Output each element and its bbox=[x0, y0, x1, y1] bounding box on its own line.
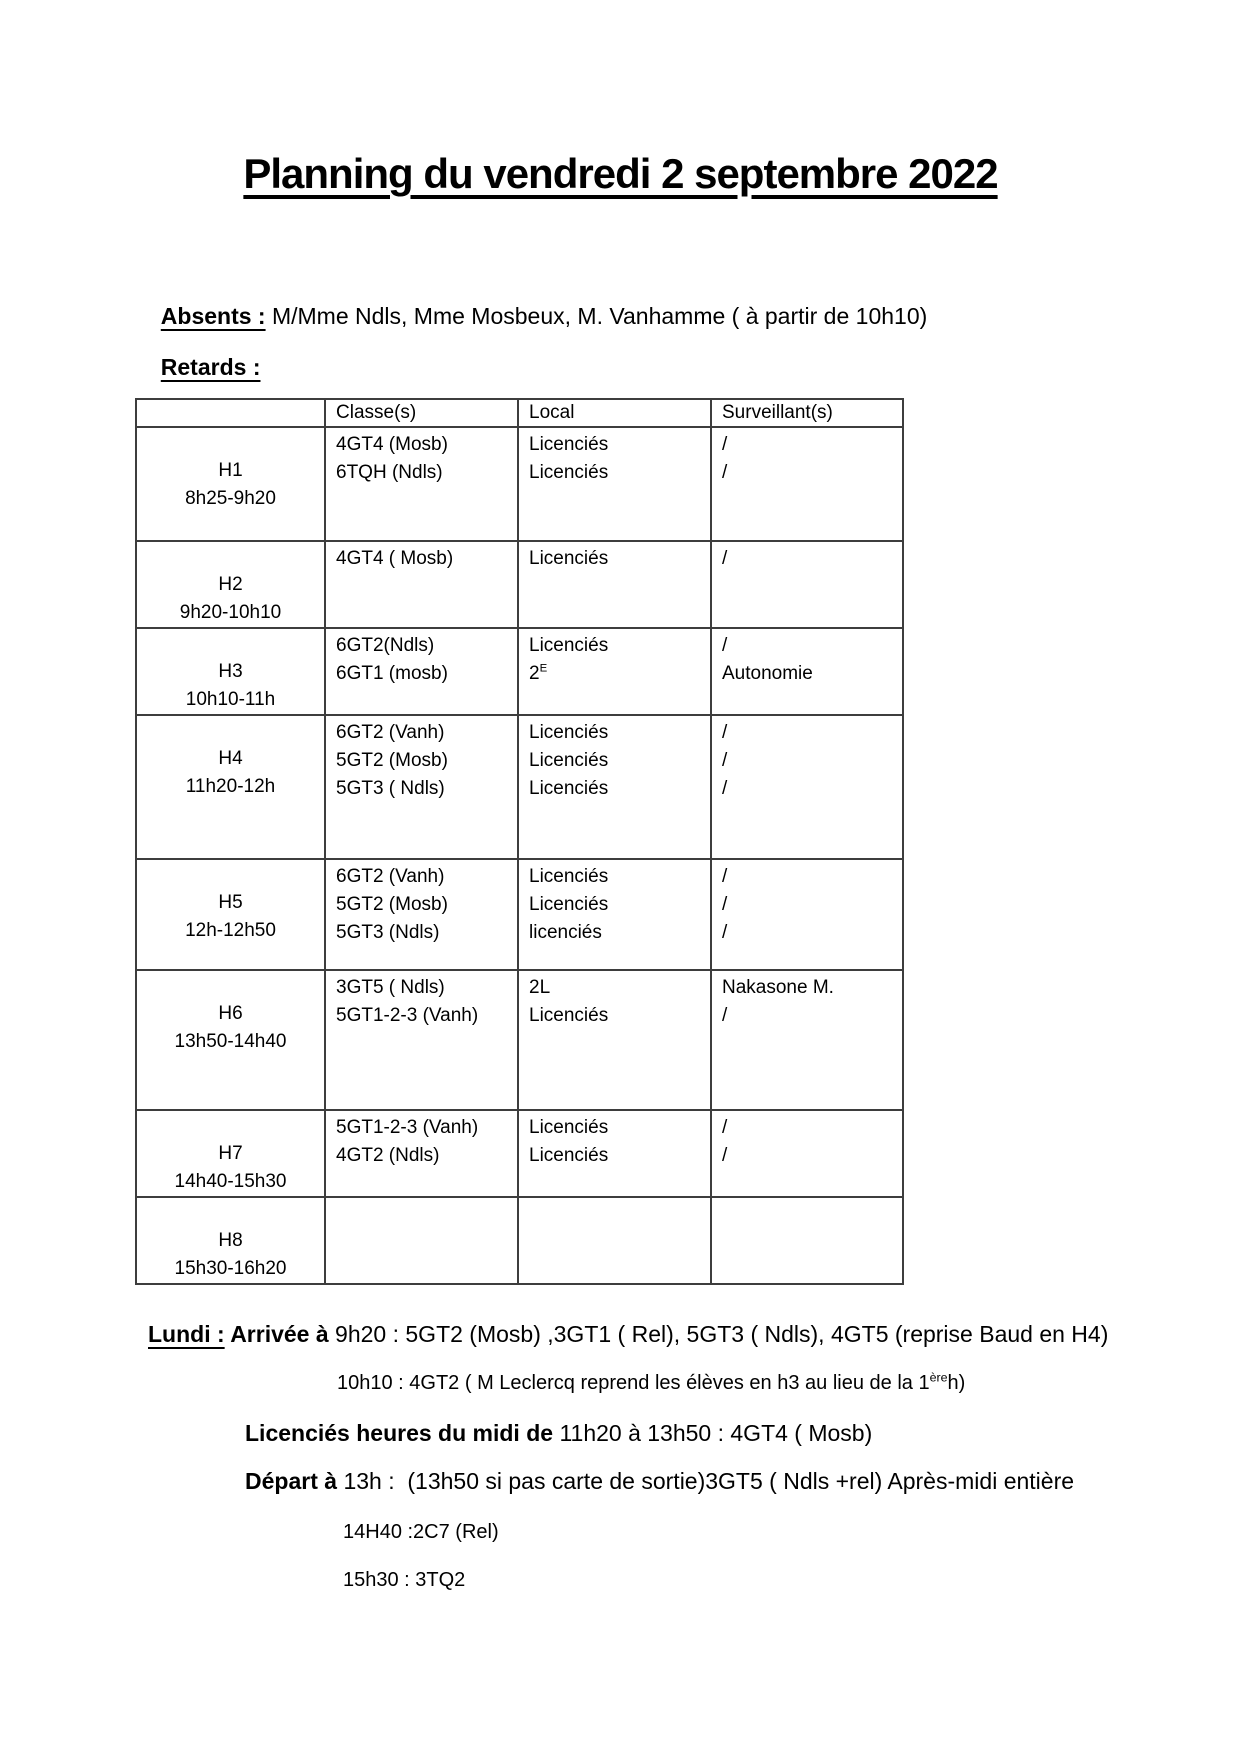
hour-label: H6 bbox=[218, 1003, 243, 1024]
cell-classes-h8 bbox=[325, 1197, 518, 1284]
class-line: 3GT5 ( Ndls) bbox=[336, 977, 445, 998]
surveillant-line: / bbox=[722, 462, 728, 483]
cell-hour-h5 bbox=[136, 859, 325, 970]
class-line: 4GT4 ( Mosb) bbox=[336, 548, 454, 569]
cell-local-h3 bbox=[518, 628, 711, 715]
table-row-h4 bbox=[136, 715, 903, 859]
class-line: 6GT1 (mosb) bbox=[336, 663, 448, 684]
note-segment: 13h : (13h50 si pas carte de sortie)3GT5 ( Ndls +rel) Après-midi entière bbox=[343, 1468, 1075, 1494]
table-row-h8 bbox=[136, 1197, 903, 1284]
cell-classes-h3 bbox=[325, 628, 518, 715]
surveillant-line: / bbox=[722, 635, 728, 656]
note-line-3 bbox=[245, 1420, 872, 1448]
note-segment: 9h20 : 5GT2 (Mosb) ,3GT1 ( Rel), 5GT3 ( Ndls), 4GT5 (reprise Baud en H4) bbox=[335, 1321, 1109, 1347]
cell-local-h8 bbox=[518, 1197, 711, 1284]
note-line-6 bbox=[343, 1568, 465, 1592]
local-line: Licenciés bbox=[529, 750, 609, 771]
cell-hour-h6 bbox=[136, 970, 325, 1110]
local-line: Licenciés bbox=[529, 1117, 609, 1138]
cell-surveillants-h1 bbox=[711, 427, 903, 541]
table-header-row bbox=[136, 399, 903, 427]
cell-surveillants-h7 bbox=[711, 1110, 903, 1197]
page-title: Planning du vendredi 2 septembre 2022 bbox=[243, 150, 998, 197]
local-line: Licenciés bbox=[529, 866, 609, 887]
surveillant-line: Nakasone M. bbox=[722, 977, 834, 998]
cell-local-h6 bbox=[518, 970, 711, 1110]
local-line: Licenciés bbox=[529, 1145, 609, 1166]
cell-hour-h3 bbox=[136, 628, 325, 715]
hour-label: H8 bbox=[218, 1230, 243, 1251]
class-line: 4GT4 (Mosb) bbox=[336, 434, 448, 455]
cell-classes-h2 bbox=[325, 541, 518, 628]
header-cell-classes: Classe(s) bbox=[325, 399, 518, 427]
class-line: 6GT2(Ndls) bbox=[336, 635, 435, 656]
hour-label: H5 bbox=[218, 892, 243, 913]
class-line: 5GT1-2-3 (Vanh) bbox=[336, 1117, 479, 1138]
surveillant-line: / bbox=[722, 1005, 728, 1026]
hour-time-range: 13h50-14h40 bbox=[174, 1031, 287, 1052]
hour-label: H1 bbox=[218, 460, 243, 481]
note-line-1 bbox=[148, 1321, 1108, 1349]
hour-time-range: 10h10-11h bbox=[185, 689, 276, 710]
local-line: licenciés bbox=[529, 922, 602, 943]
header-cell-hour bbox=[136, 399, 325, 427]
surveillant-line: / bbox=[722, 1145, 728, 1166]
cell-surveillants-h2 bbox=[711, 541, 903, 628]
hour-time-range: 15h30-16h20 bbox=[174, 1258, 287, 1279]
cell-surveillants-h6 bbox=[711, 970, 903, 1110]
hour-time-range: 14h40-15h30 bbox=[174, 1171, 287, 1192]
cell-local-h1 bbox=[518, 427, 711, 541]
cell-classes-h4 bbox=[325, 715, 518, 859]
class-line: 6TQH (Ndls) bbox=[336, 462, 443, 483]
cell-classes-h6 bbox=[325, 970, 518, 1110]
cell-classes-h7 bbox=[325, 1110, 518, 1197]
local-line: Licenciés bbox=[529, 778, 609, 799]
cell-local-h5 bbox=[518, 859, 711, 970]
table-row-h7 bbox=[136, 1110, 903, 1197]
table-row-h5 bbox=[136, 859, 903, 970]
local-line: Licenciés bbox=[529, 722, 609, 743]
note-segment: Lundi : bbox=[148, 1321, 225, 1347]
table-row-h3 bbox=[136, 628, 903, 715]
header-cell-surveillants: Surveillant(s) bbox=[711, 399, 903, 427]
local-line-superscript: E bbox=[539, 662, 548, 675]
local-line: $2^E$ bbox=[529, 662, 548, 684]
surveillant-line: / bbox=[722, 434, 728, 455]
local-line: Licenciés bbox=[529, 894, 609, 915]
surveillant-line: / bbox=[722, 866, 728, 887]
hour-time-range: 12h-12h50 bbox=[185, 920, 276, 941]
local-line: Licenciés bbox=[529, 434, 609, 455]
note-segment: 11h20 à 13h50 : 4GT4 ( Mosb) bbox=[559, 1420, 873, 1446]
surveillant-line: / bbox=[722, 1117, 728, 1138]
planning-table bbox=[135, 398, 904, 1285]
note-segment: Licenciés heures du midi de bbox=[245, 1420, 560, 1446]
cell-classes-h1 bbox=[325, 427, 518, 541]
surveillant-line: / bbox=[722, 722, 728, 743]
note-line-2 bbox=[337, 1371, 965, 1395]
note-segment: 14H40 :2C7 (Rel) bbox=[343, 1521, 499, 1543]
class-line: 4GT2 (Ndls) bbox=[336, 1145, 440, 1166]
cell-surveillants-h8 bbox=[711, 1197, 903, 1284]
header-cell-local: Local bbox=[518, 399, 711, 427]
note-segment: Départ à bbox=[245, 1468, 344, 1494]
class-line: 6GT2 (Vanh) bbox=[336, 866, 445, 887]
cell-local-h7 bbox=[518, 1110, 711, 1197]
cell-hour-h4 bbox=[136, 715, 325, 859]
cell-surveillants-h3 bbox=[711, 628, 903, 715]
note-segment: Arrivée à bbox=[230, 1321, 336, 1347]
cell-hour-h2 bbox=[136, 541, 325, 628]
cell-surveillants-h4 bbox=[711, 715, 903, 859]
note-segment: h) bbox=[947, 1372, 966, 1394]
hour-time-range: 8h25-9h20 bbox=[185, 488, 276, 509]
note-line-5 bbox=[343, 1520, 499, 1544]
surveillant-line: / bbox=[722, 548, 728, 569]
absents-label: Absents : bbox=[160, 302, 266, 329]
class-line: 5GT3 (Ndls) bbox=[336, 922, 440, 943]
note-segment: ère bbox=[929, 1370, 948, 1385]
hour-label: H7 bbox=[218, 1143, 243, 1164]
table-row-h1 bbox=[136, 427, 903, 541]
retards-line bbox=[148, 326, 260, 381]
class-line: 5GT1-2-3 (Vanh) bbox=[336, 1005, 479, 1026]
cell-hour-h1 bbox=[136, 427, 325, 541]
note-line-4 bbox=[245, 1468, 1074, 1496]
cell-local-h2 bbox=[518, 541, 711, 628]
table-row-h6 bbox=[136, 970, 903, 1110]
surveillant-line: / bbox=[722, 894, 728, 915]
cell-hour-h7 bbox=[136, 1110, 325, 1197]
surveillant-line: Autonomie bbox=[722, 663, 813, 684]
surveillant-line: / bbox=[722, 778, 728, 799]
absents-text: M/Mme Ndls, Mme Mosbeux, M. Vanhamme ( à partir de 10h10) bbox=[265, 302, 928, 329]
planning-table-body bbox=[136, 399, 903, 1284]
cell-surveillants-h5 bbox=[711, 859, 903, 970]
hour-label: H2 bbox=[218, 574, 243, 595]
cell-hour-h8 bbox=[136, 1197, 325, 1284]
class-line: 6GT2 (Vanh) bbox=[336, 722, 445, 743]
local-line: 2L bbox=[529, 977, 551, 998]
table-row-h2 bbox=[136, 541, 903, 628]
cell-classes-h5 bbox=[325, 859, 518, 970]
hour-label: H3 bbox=[218, 661, 243, 682]
cell-local-h4 bbox=[518, 715, 711, 859]
local-line: Licenciés bbox=[529, 548, 609, 569]
hour-time-range: 11h20-12h bbox=[185, 776, 276, 797]
note-segment: 15h30 : 3TQ2 bbox=[343, 1569, 466, 1591]
class-line: 5GT3 ( Ndls) bbox=[336, 778, 445, 799]
surveillant-line: / bbox=[722, 750, 728, 771]
note-segment: 10h10 : 4GT2 ( M Leclercq reprend les élèves en h3 au lieu de la 1 bbox=[337, 1372, 930, 1394]
local-line: Licenciés bbox=[529, 635, 609, 656]
local-line: Licenciés bbox=[529, 462, 609, 483]
hour-time-range: 9h20-10h10 bbox=[179, 602, 282, 623]
local-line: Licenciés bbox=[529, 1005, 609, 1026]
class-line: 5GT2 (Mosb) bbox=[336, 894, 448, 915]
hour-label: H4 bbox=[218, 748, 243, 769]
retards-label: Retards : bbox=[160, 353, 261, 380]
absents-line bbox=[148, 275, 927, 330]
class-line: 5GT2 (Mosb) bbox=[336, 750, 448, 771]
surveillant-line: / bbox=[722, 922, 728, 943]
